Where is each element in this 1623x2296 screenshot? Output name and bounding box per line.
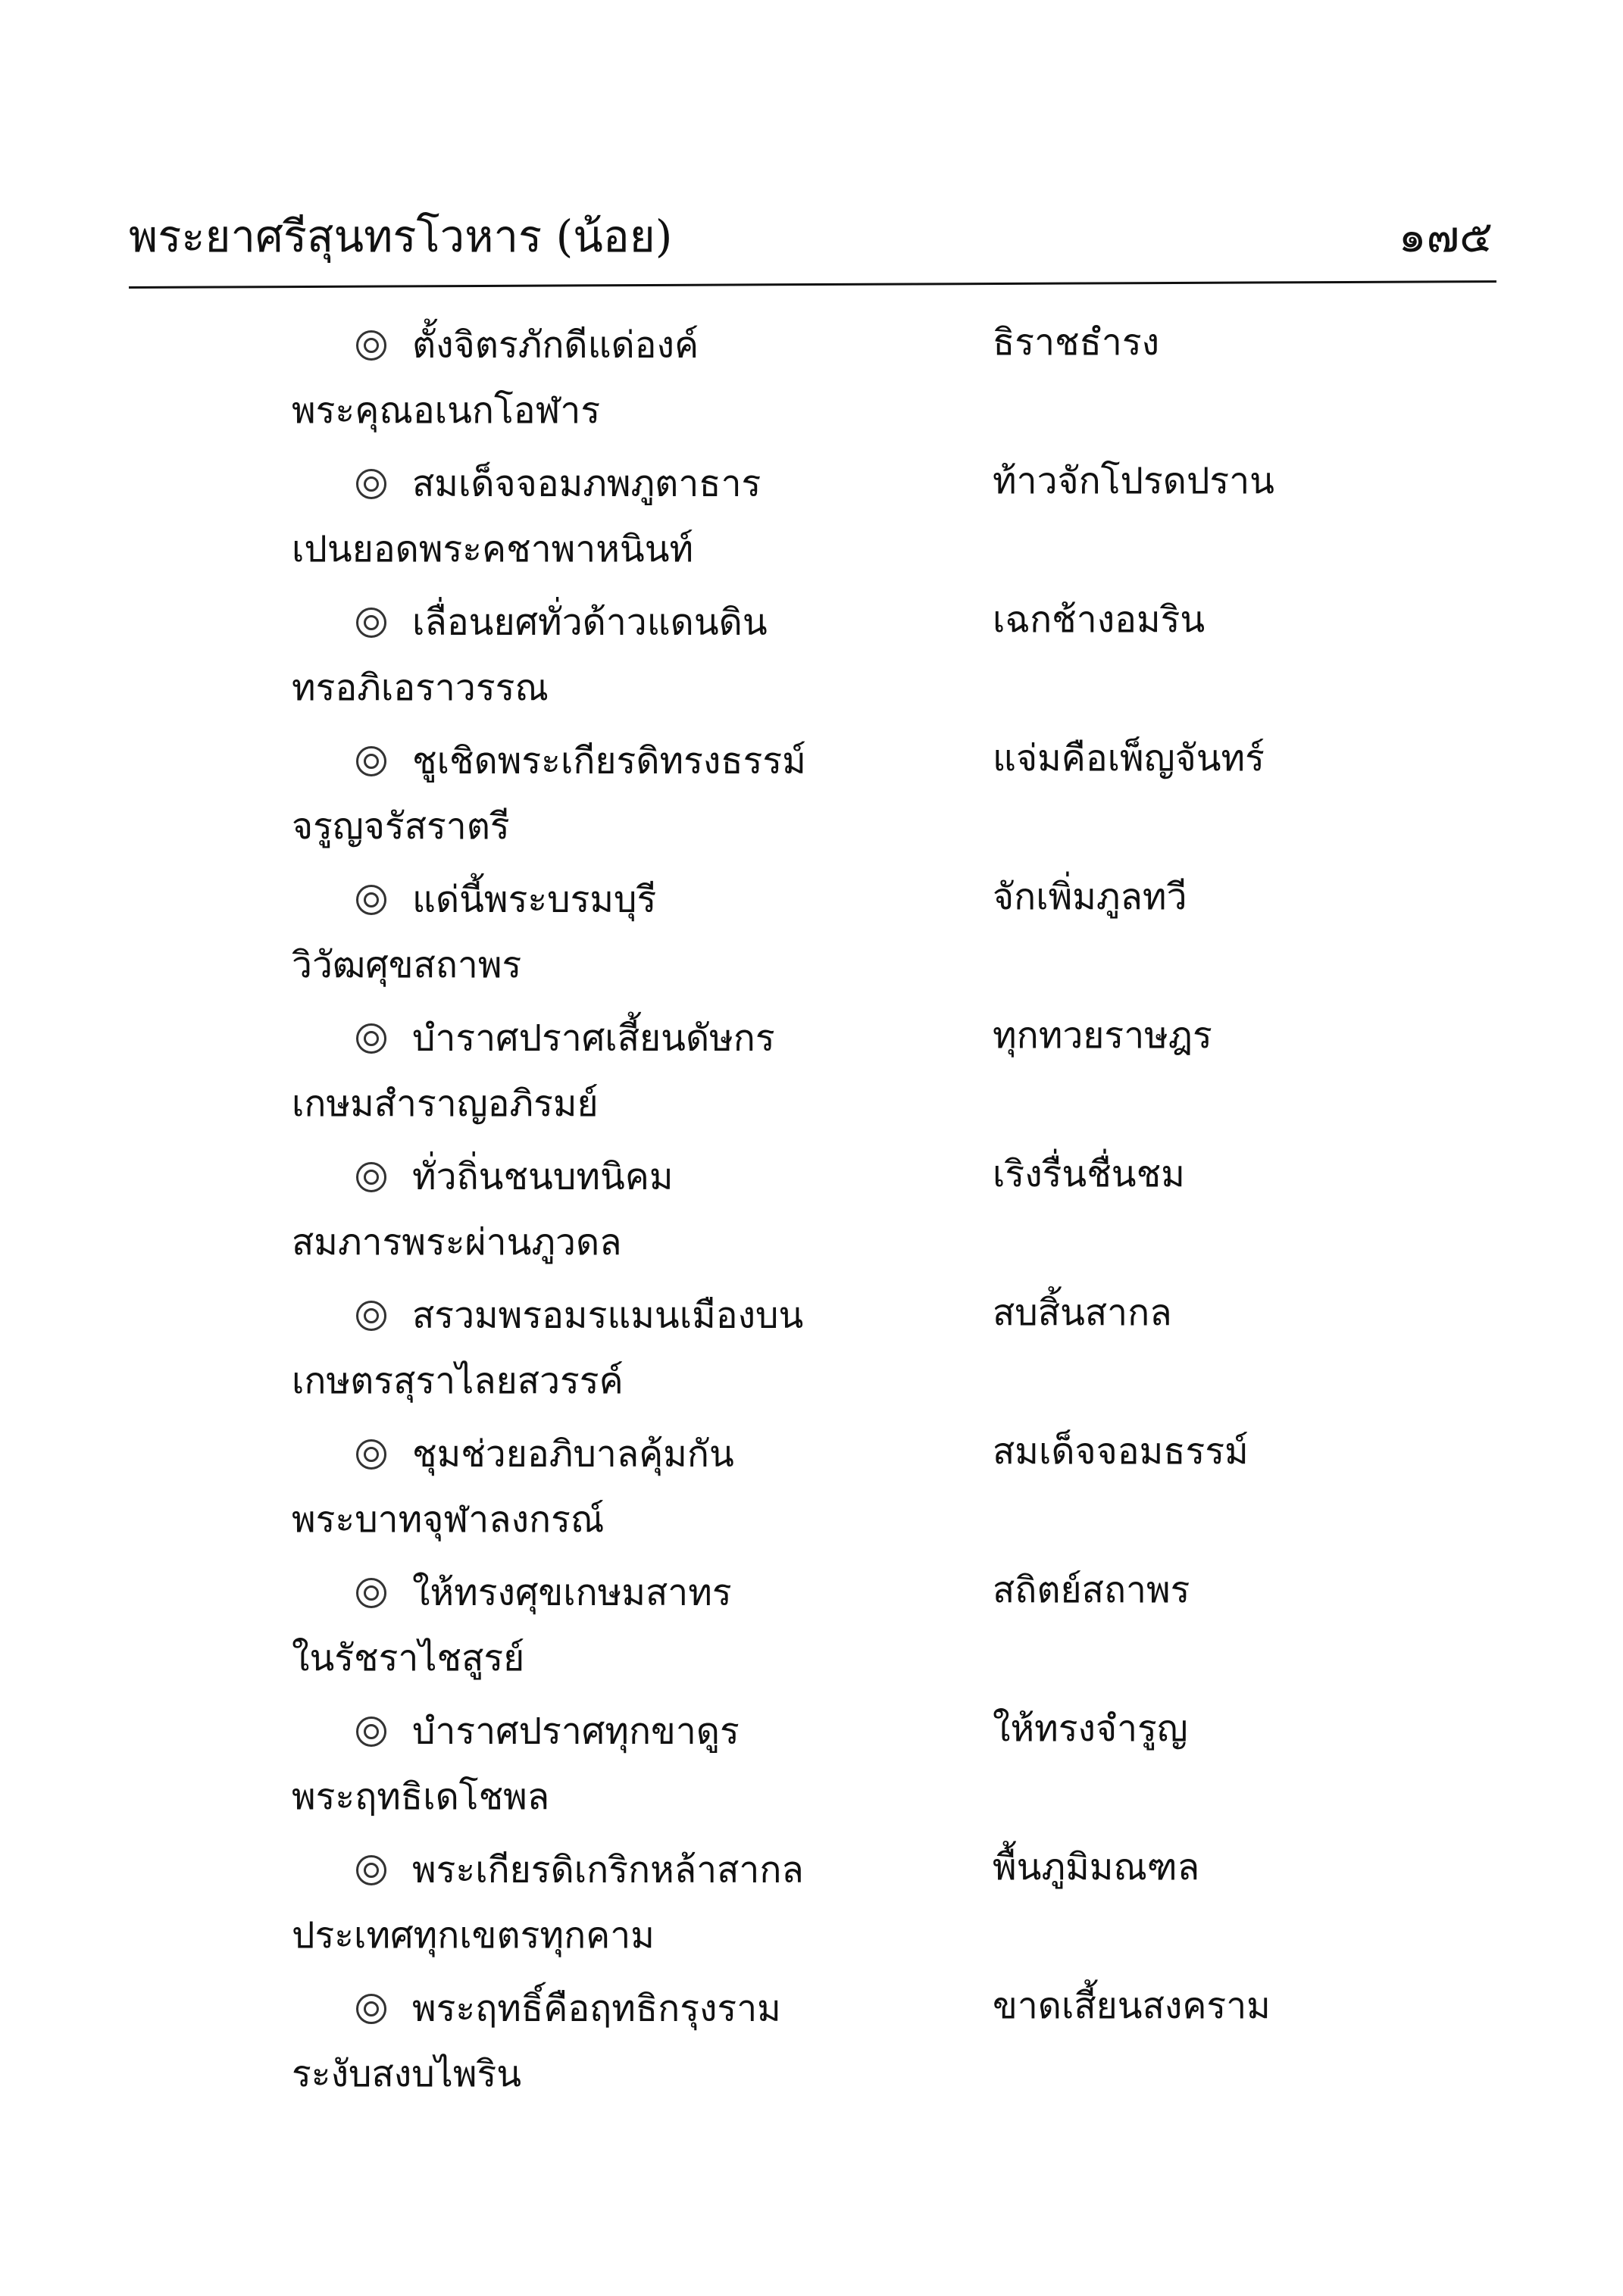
verse-hemistich: บำราศปราศทุกขาดูร [412, 1710, 740, 1753]
verse-hemistich: พระฤทธิ์คือฤทธิกรุงราม [412, 1987, 781, 2030]
verse-hemistich-right: เริงรื่นชื่นชม [993, 1153, 1185, 1195]
verse-hemistich-right: พื้นภูมิมณฑล [993, 1846, 1200, 1888]
verse-line-second: ระงับสงบไพริน [292, 2053, 522, 2095]
double-circle-mark-icon [356, 1023, 386, 1054]
verse-hemistich: ทั่วถิ่นชนบทนิคม [412, 1155, 674, 1198]
verse-stanza [0, 857, 1623, 996]
double-circle-mark-icon [356, 608, 386, 638]
running-title: พระยาศรีสุนทรโวหาร (น้อย) [129, 211, 673, 262]
page-number: ๑๗๕ [1398, 211, 1493, 262]
verse-hemistich-right: แจ่มคือเพ็ญจันทร์ [993, 737, 1265, 779]
verse-hemistich: ชุมช่วยอภิบาลคุ้มกัน [412, 1432, 734, 1476]
verse-line-second: พระคุณอเนกโอฬาร [292, 389, 601, 432]
verse-stanza [0, 580, 1623, 719]
verse-stanza [0, 442, 1623, 580]
verse-hemistich: พระเกียรดิเกริกหล้าสากล [412, 1848, 804, 1891]
verse-line-first [356, 1144, 674, 1204]
page-header [129, 198, 1493, 289]
verse-line-second: จรูญจรัสราตรี [292, 805, 510, 848]
verse-line-second: วิวัฒศุขสถาพร [292, 944, 522, 986]
double-circle-mark-icon [356, 1994, 386, 2024]
double-circle-mark-icon [356, 885, 386, 915]
verse-hemistich: บำราศปราศเสี้ยนดัษกร [412, 1017, 775, 1060]
verse-line-first [356, 728, 806, 789]
verse-hemistich: สมเด็จจอมภพภูตาธาร [412, 462, 761, 505]
verse-hemistich: สรวมพรอมรแมนเมืองบน [412, 1294, 804, 1337]
verse-line-first [356, 312, 699, 373]
verse-line-first [356, 1421, 734, 1482]
verse-stanza [0, 1828, 1623, 1966]
verse-line-first [356, 1837, 804, 1898]
verse-body [0, 303, 1623, 2105]
verse-hemistich-right: สบสิ้นสากล [993, 1292, 1172, 1334]
double-circle-mark-icon [356, 746, 386, 776]
verse-stanza [0, 1135, 1623, 1273]
double-circle-mark-icon [356, 1855, 386, 1885]
verse-hemistich-right: ให้ทรงจำรูญ [993, 1707, 1188, 1750]
verse-stanza [0, 1551, 1623, 1689]
verse-line-second: พระฤทธิเดโชพล [292, 1776, 550, 1818]
verse-stanza [0, 1412, 1623, 1551]
verse-line-first [356, 1698, 740, 1759]
verse-stanza [0, 719, 1623, 857]
verse-hemistich-right: สมเด็จจอมธรรม์ [993, 1430, 1249, 1473]
double-circle-mark-icon [356, 330, 386, 361]
verse-hemistich: ให้ทรงศุขเกษมสาทร [412, 1571, 732, 1614]
verse-hemistich: ตั้งจิตรภักดีแด่องค์ [412, 323, 699, 367]
double-circle-mark-icon [356, 1301, 386, 1331]
verse-stanza [0, 1273, 1623, 1412]
verse-line-second: เกษตรสุราไลยสวรรค์ [292, 1360, 624, 1402]
verse-line-first [356, 589, 768, 650]
verse-hemistich-right: จักเพิ่มภูลทวี [993, 876, 1187, 918]
verse-hemistich-right: เฉกช้างอมริน [993, 598, 1206, 641]
verse-hemistich: ชูเชิดพระเกียรดิทรงธรรม์ [412, 739, 806, 783]
verse-stanza [0, 1689, 1623, 1828]
verse-line-first [356, 867, 656, 927]
double-circle-mark-icon [356, 1578, 386, 1608]
verse-hemistich-right: ธิราชธำรง [993, 321, 1160, 364]
verse-line-second: พระบาทจุฬาลงกรณ์ [292, 1498, 605, 1541]
double-circle-mark-icon [356, 1439, 386, 1470]
verse-line-first [356, 1976, 781, 2036]
verse-hemistich: แด่นี้พระบรมบุรี [412, 878, 657, 921]
verse-line-first [356, 451, 761, 511]
verse-line-second: เปนยอดพระคชาพาหนินท์ [292, 528, 694, 570]
verse-line-second: ในรัชราไชสูรย์ [292, 1637, 525, 1679]
verse-hemistich: เลื่อนยศทั่วด้าวแดนดิน [412, 601, 768, 644]
verse-line-first [356, 1005, 775, 1066]
verse-line-second: ประเทศทุกเขตรทุกคาม [292, 1914, 655, 1957]
verse-line-second: ทรอภิเอราวรรณ [292, 667, 549, 709]
verse-stanza [0, 996, 1623, 1135]
double-circle-mark-icon [356, 1717, 386, 1747]
verse-stanza [0, 1966, 1623, 2105]
verse-stanza [0, 303, 1623, 442]
double-circle-mark-icon [356, 469, 386, 499]
verse-line-first [356, 1560, 732, 1620]
double-circle-mark-icon [356, 1162, 386, 1192]
verse-hemistich-right: ทุกทวยราษฎร [993, 1014, 1212, 1057]
verse-hemistich-right: สถิตย์สถาพร [993, 1569, 1190, 1611]
verse-line-second: เกษมสำราญอภิรมย์ [292, 1082, 599, 1125]
verse-line-first [356, 1282, 803, 1343]
verse-hemistich-right: ท้าวจักโปรดปราน [993, 460, 1274, 502]
verse-line-second: สมภารพระผ่านภูวดล [292, 1221, 622, 1264]
verse-hemistich-right: ขาดเสี้ยนสงคราม [993, 1985, 1271, 2027]
